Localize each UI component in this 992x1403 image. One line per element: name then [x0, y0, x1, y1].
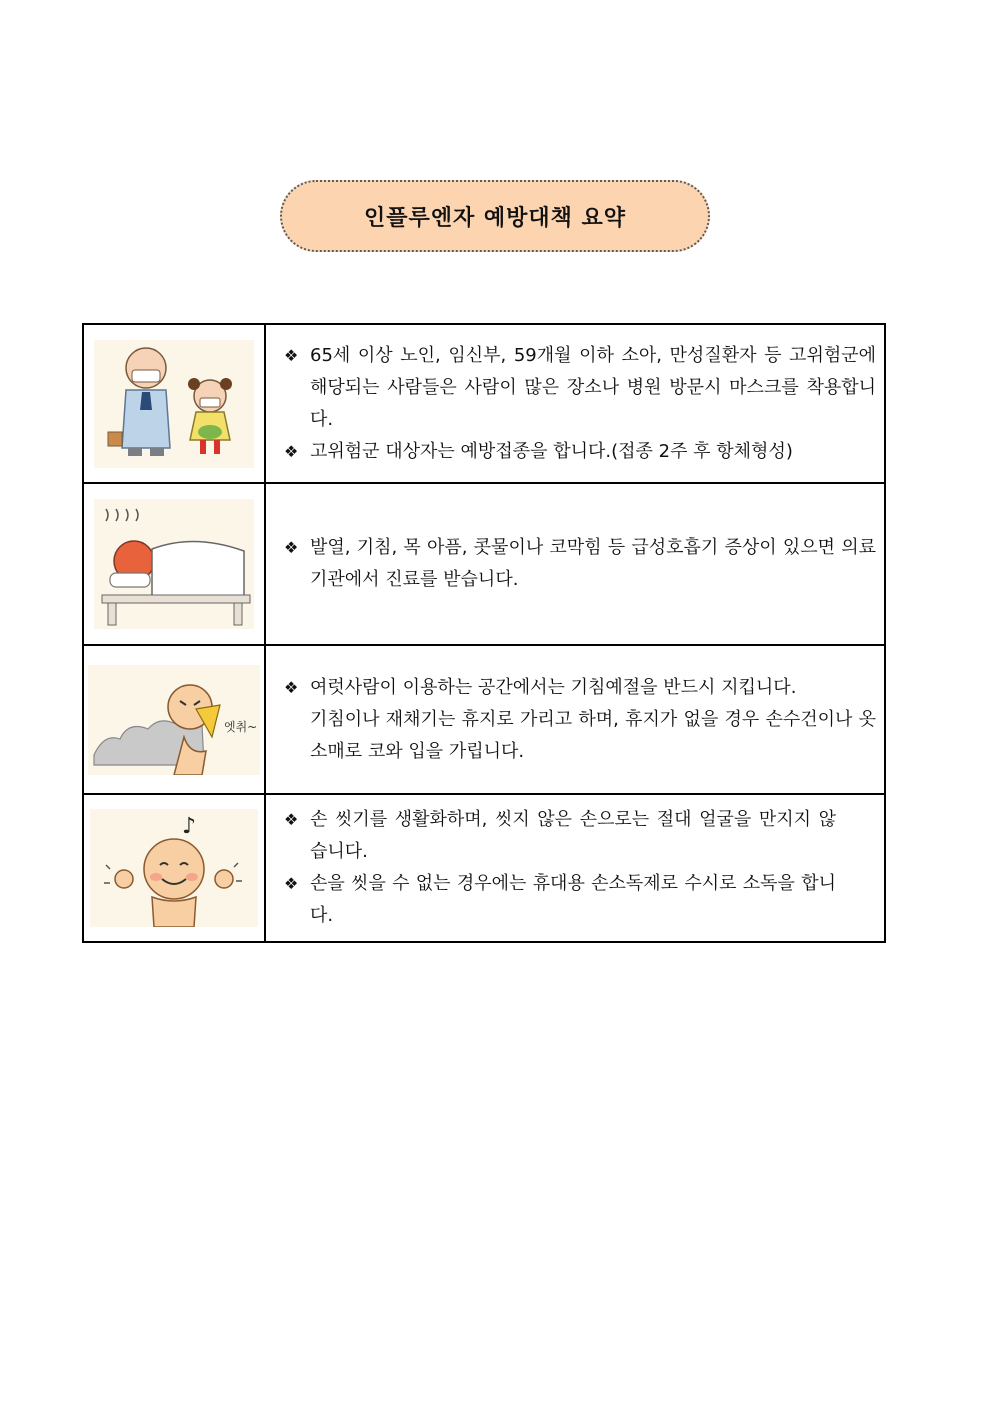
table-row — [83, 483, 885, 645]
illustration-cell — [83, 794, 265, 942]
happy-person-clean-hands-icon — [90, 809, 258, 927]
bullet-icon: ❖ — [284, 441, 299, 461]
svg-text:♪: ♪ — [182, 814, 197, 839]
person-covering-cough-icon — [88, 665, 260, 775]
bullet-icon: ❖ — [284, 677, 299, 697]
illustration-cell — [83, 645, 265, 794]
table-row — [83, 324, 885, 483]
bullet-icon: ❖ — [284, 874, 299, 893]
illustration-cell — [83, 483, 265, 645]
text-cell — [265, 324, 885, 483]
continuation-text: 기침이나 재채기는 휴지로 가리고 하며, 휴지가 없을 경우 손수건이나 옷소매로 코와 입을 가립니다. — [310, 708, 876, 762]
text-cell — [265, 645, 885, 794]
list-item: ❖ 65세 이상 노인, 임신부, 59개월 이하 소아, 만성질환자 등 고위험군에 해당되는 사람들은 사람이 많은 장소나 병원 방문시 마스크를 착용합니다. — [284, 340, 876, 436]
text-cell — [265, 483, 885, 645]
page-title: 인플루엔자 예방대책 요약 — [363, 205, 627, 231]
text-cell — [265, 794, 885, 942]
list-item: ❖ 손 씻기를 생활화하며, 씻지 않은 손으로는 절대 얼굴을 만지지 않습니다. — [284, 804, 836, 868]
bullet-icon: ❖ — [284, 538, 299, 557]
prevention-summary-table — [82, 323, 886, 943]
bullet-icon: ❖ — [284, 345, 299, 365]
table-row — [83, 645, 885, 794]
sneeze-text: 엣취~ — [224, 719, 258, 734]
list-item: ❖ 고위험군 대상자는 예방접종을 합니다.(접종 2주 후 항체형성) — [284, 436, 876, 468]
title-banner — [280, 180, 710, 252]
sick-person-in-bed-icon — [94, 499, 254, 629]
list-item: ❖ 손을 씻을 수 없는 경우에는 휴대용 손소독제로 수시로 소독을 합니다. — [284, 868, 836, 932]
table-row — [83, 794, 885, 942]
list-item: ❖ 발열, 기침, 목 아픔, 콧물이나 코막힘 등 급성호흡기 증상이 있으면 의료기관에서 진료를 받습니다. — [284, 532, 876, 596]
list-item: ❖ 여럿사람이 이용하는 공간에서는 기침예절을 반드시 지킵니다. 기침이나 재채기는 휴지로 가리고 하며, 휴지가 없을 경우 손수건이나 옷소매로 코와 입을 가립니다. — [284, 672, 876, 768]
bullet-icon: ❖ — [284, 810, 299, 829]
elderly-and-child-with-masks-icon — [94, 340, 254, 468]
illustration-cell — [83, 324, 265, 483]
